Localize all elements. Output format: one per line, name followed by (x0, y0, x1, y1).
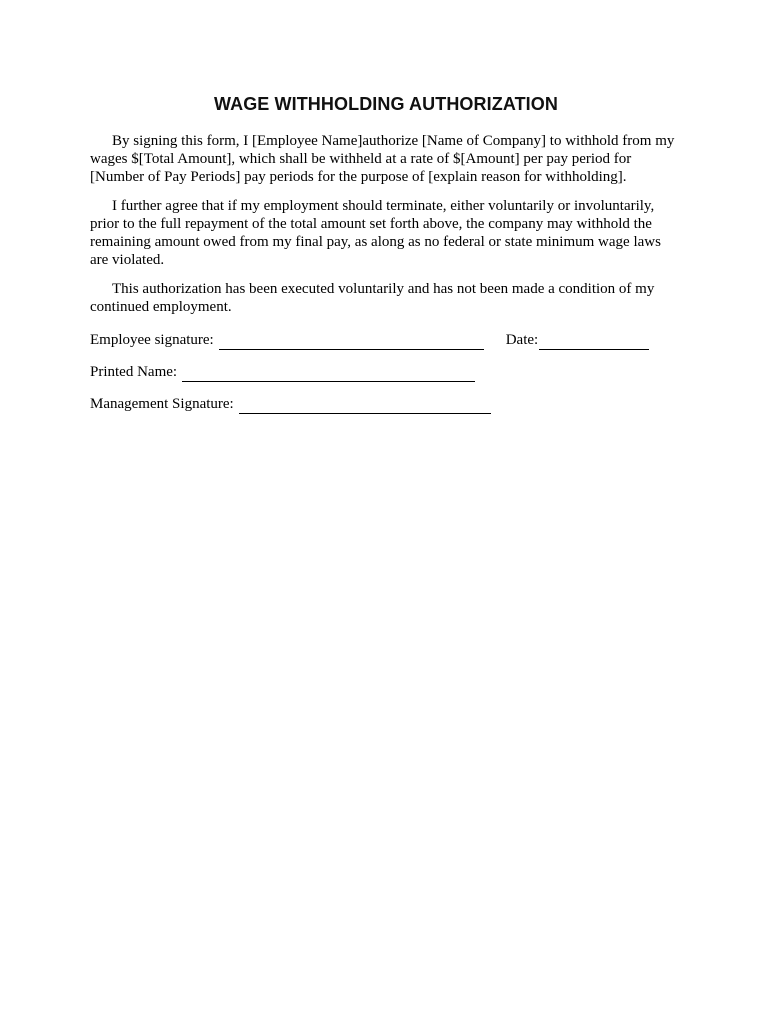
employee-signature-label: Employee signature: (90, 332, 214, 348)
date-label: Date: (505, 332, 539, 348)
management-signature-label: Management Signature: (90, 396, 234, 412)
signature-section (90, 330, 682, 414)
paragraph-voluntary-statement: This authorization has been executed voluntarily and has not been made a condition of my continued employment. (90, 281, 655, 315)
date-line[interactable] (539, 330, 649, 350)
employee-signature-row (90, 330, 682, 350)
printed-name-row (90, 362, 682, 382)
management-signature-row (90, 394, 682, 414)
management-signature-line[interactable] (239, 394, 491, 414)
document-title: WAGE WITHHOLDING AUTHORIZATION (214, 94, 558, 114)
printed-name-label: Printed Name: (90, 364, 178, 380)
printed-name-line[interactable] (182, 362, 475, 382)
employee-signature-line[interactable] (219, 330, 484, 350)
paragraph-withholding-terms: By signing this form, I [Employee Name]authorize [Name of Company] to withhold from my wages $[Total Amount], which shall be withheld at a rate of $[Amount] per pay period for [Number of Pay Periods] pay periods for the purpose of [explain reason for withholding]. (90, 133, 675, 185)
paragraph-termination-clause: I further agree that if my employment should terminate, either voluntarily or involuntarily, prior to the full repayment of the total amount set forth above, the company may withhold the remaining amount owed from my final pay, as along as no federal or state minimum wage laws are violated. (90, 198, 661, 268)
